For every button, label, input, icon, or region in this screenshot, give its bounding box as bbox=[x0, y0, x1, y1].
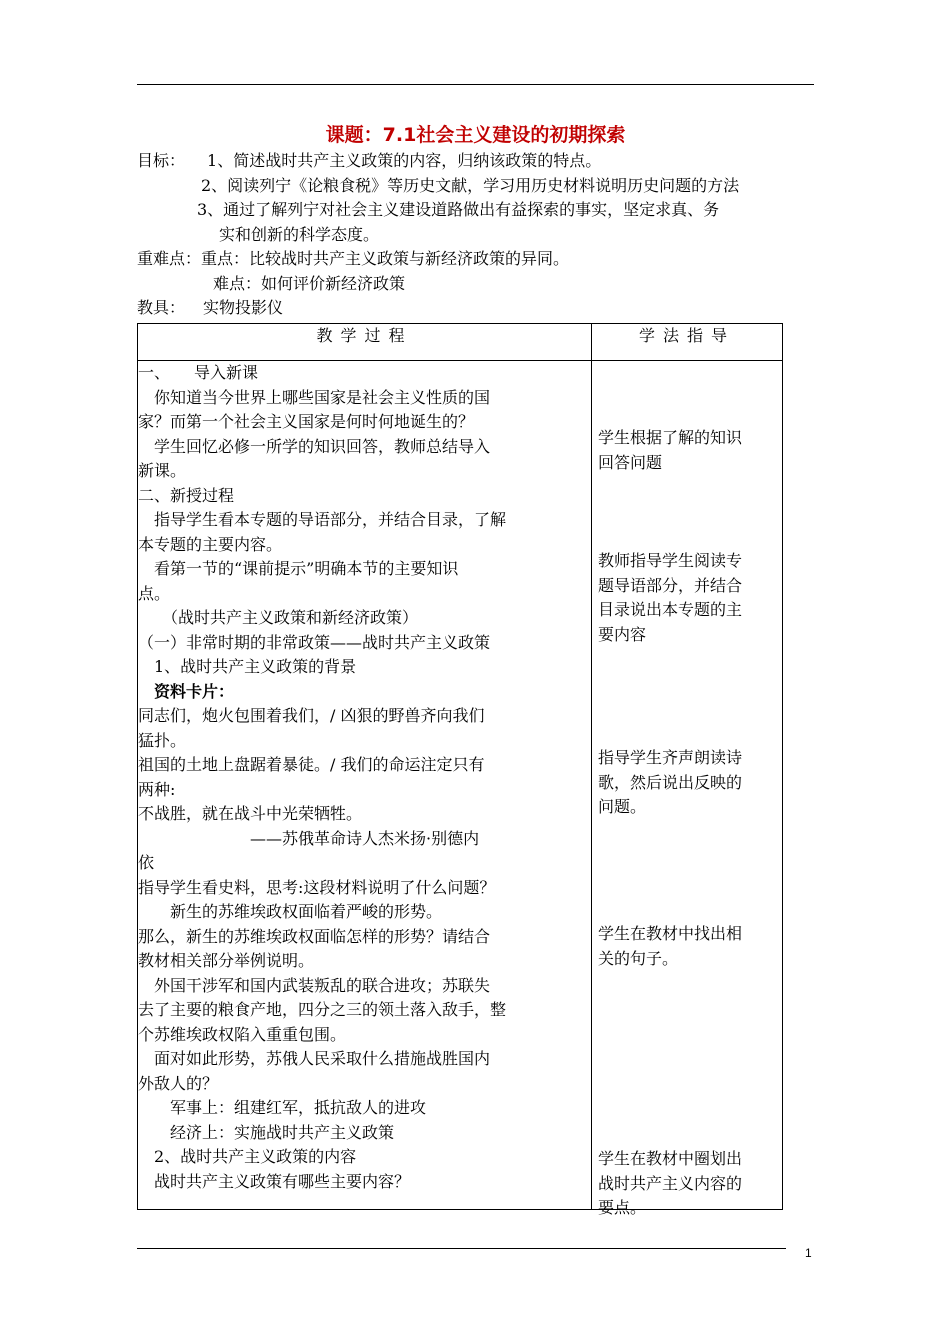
process-line: 本专题的主要内容。 bbox=[138, 534, 283, 554]
lesson-header bbox=[137, 149, 817, 321]
process-line: 去了主要的粮食产地，四分之三的领土落入敌手，整 bbox=[138, 1000, 507, 1019]
process-line: 学生回忆必修一所学的知识回答，教师总结导入 bbox=[138, 436, 491, 456]
lesson-table bbox=[137, 323, 783, 1217]
guide-line: 教师指导学生阅读专 bbox=[598, 551, 743, 570]
col-process-header: 教学过程 bbox=[138, 324, 592, 361]
objective-row-4 bbox=[137, 223, 817, 248]
guide-note-3 bbox=[598, 746, 788, 820]
guide-line: 学生在教材中找出相 bbox=[598, 924, 743, 943]
guide-line: 关的句子。 bbox=[598, 948, 679, 968]
process-line: 依 bbox=[138, 853, 155, 872]
key-point: 重点：比较战时共产主义政策与新经济政策的异同。 bbox=[201, 249, 570, 268]
process-line: 祖国的土地上盘踞着暴徒。/ 我们的命运注定只有 bbox=[138, 755, 485, 774]
key-label: 重难点： bbox=[137, 249, 202, 268]
guide-line: 学生在教材中圈划出 bbox=[598, 1149, 743, 1168]
guide-cell bbox=[592, 361, 783, 1217]
table-body-row bbox=[138, 361, 783, 1210]
objective-2: 2、阅读列宁《论粮食税》等历史文献，学习用历史材料说明历史问题的方法 bbox=[201, 175, 740, 195]
guide-line: 指导学生齐声朗读诗 bbox=[598, 748, 743, 767]
process-line: 面对如此形势，苏俄人民采取什么措施战胜国内 bbox=[138, 1049, 491, 1068]
guide-line: 要点。 bbox=[598, 1198, 647, 1217]
page-number: 1 bbox=[805, 1246, 812, 1260]
aids-row bbox=[137, 296, 817, 321]
objective-row-1 bbox=[137, 149, 817, 174]
process-line: 教材相关部分举例说明。 bbox=[138, 951, 315, 970]
guide-line: 学生根据了解的知识 bbox=[598, 428, 743, 447]
guide-line: 题导语部分，并结合 bbox=[598, 575, 743, 595]
process-line: 1、战时共产主义政策的背景 bbox=[138, 657, 357, 676]
objective-row-2 bbox=[137, 174, 817, 199]
process-line: 你知道当今世界上哪些国家是社会主义性质的国 bbox=[138, 387, 491, 407]
lesson-title: 课题：7.1社会主义建设的初期探索 bbox=[325, 124, 626, 146]
process-line: 资料卡片： bbox=[138, 681, 235, 701]
guide-note-1 bbox=[598, 426, 788, 475]
guide-note-5 bbox=[598, 1147, 788, 1221]
col-guide-header: 学法指导 bbox=[592, 324, 783, 361]
header-rule bbox=[137, 84, 814, 85]
process-line: 经济上：实施战时共产主义政策 bbox=[138, 1122, 395, 1142]
process-line: 点。 bbox=[138, 583, 171, 603]
aids-label: 教具： bbox=[137, 298, 186, 317]
footer-rule bbox=[137, 1248, 786, 1249]
key-row bbox=[137, 247, 817, 272]
objective-1: 1、简述战时共产主义政策的内容，归纳该政策的特点。 bbox=[207, 151, 602, 170]
process-line: ——苏俄革命诗人杰米扬·别德内 bbox=[138, 828, 480, 848]
guide-note-2 bbox=[598, 549, 788, 647]
guide-line: 目录说出本专题的主 bbox=[598, 600, 743, 619]
process-line: 军事上：组建红军，抵抗敌人的进攻 bbox=[138, 1098, 427, 1117]
objective-label: 目标： bbox=[137, 151, 186, 170]
process-line: 同志们，炮火包围着我们，/ 凶狠的野兽齐向我们 bbox=[138, 706, 485, 725]
difficult-row bbox=[137, 272, 817, 297]
guide-line: 要内容 bbox=[598, 624, 647, 644]
process-line: 指导学生看本专题的导语部分，并结合目录，了解 bbox=[138, 510, 507, 529]
process-line: 新课。 bbox=[138, 461, 187, 480]
objective-row-3 bbox=[137, 198, 817, 223]
process-line: 个苏维埃政权陷入重重包围。 bbox=[138, 1024, 347, 1044]
process-line: 猛扑。 bbox=[138, 730, 187, 750]
guide-line: 回答问题 bbox=[598, 452, 663, 472]
process-line: 战时共产主义政策有哪些主要内容？ bbox=[138, 1171, 411, 1191]
process-line: 一、 导入新课 bbox=[138, 363, 259, 382]
guide-line: 问题。 bbox=[598, 797, 647, 816]
objective-3b: 实和创新的科学态度。 bbox=[219, 224, 380, 244]
process-cell bbox=[138, 361, 592, 1210]
process-lines bbox=[138, 361, 591, 1194]
difficult-point: 难点：如何评价新经济政策 bbox=[213, 273, 406, 293]
process-line: 看第一节的“课前提示”明确本节的主要知识 bbox=[138, 559, 459, 578]
process-line: （一）非常时期的非常政策——战时共产主义政策 bbox=[138, 632, 491, 652]
process-line: 外国干涉军和国内武装叛乱的联合进攻；苏联失 bbox=[138, 975, 491, 995]
guide-line: 战时共产主义内容的 bbox=[598, 1173, 743, 1193]
process-line: 新生的苏维埃政权面临着严峻的形势。 bbox=[138, 902, 443, 921]
process-line: 家？而第一个社会主义国家是何时何地诞生的？ bbox=[138, 412, 475, 431]
process-line: 指导学生看史料，思考:这段材料说明了什么问题？ bbox=[138, 877, 496, 897]
process-line: 2、战时共产主义政策的内容 bbox=[138, 1147, 357, 1166]
process-line: 外敌人的？ bbox=[138, 1073, 219, 1093]
aids: 实物投影仪 bbox=[203, 298, 284, 317]
process-line: 两种: bbox=[138, 779, 176, 799]
guide-line: 歌，然后说出反映的 bbox=[598, 772, 743, 792]
objective-3a: 3、通过了解列宁对社会主义建设道路做出有益探索的事实，坚定求真、务 bbox=[197, 200, 720, 219]
process-line: 那么，新生的苏维埃政权面临怎样的形势？请结合 bbox=[138, 926, 491, 946]
guide-note-4 bbox=[598, 922, 788, 971]
table-header-row bbox=[138, 324, 783, 361]
process-line: （战时共产主义政策和新经济政策） bbox=[138, 608, 419, 627]
process-line: 不战胜，就在战斗中光荣牺牲。 bbox=[138, 804, 363, 823]
process-line: 二、新授过程 bbox=[138, 485, 235, 505]
